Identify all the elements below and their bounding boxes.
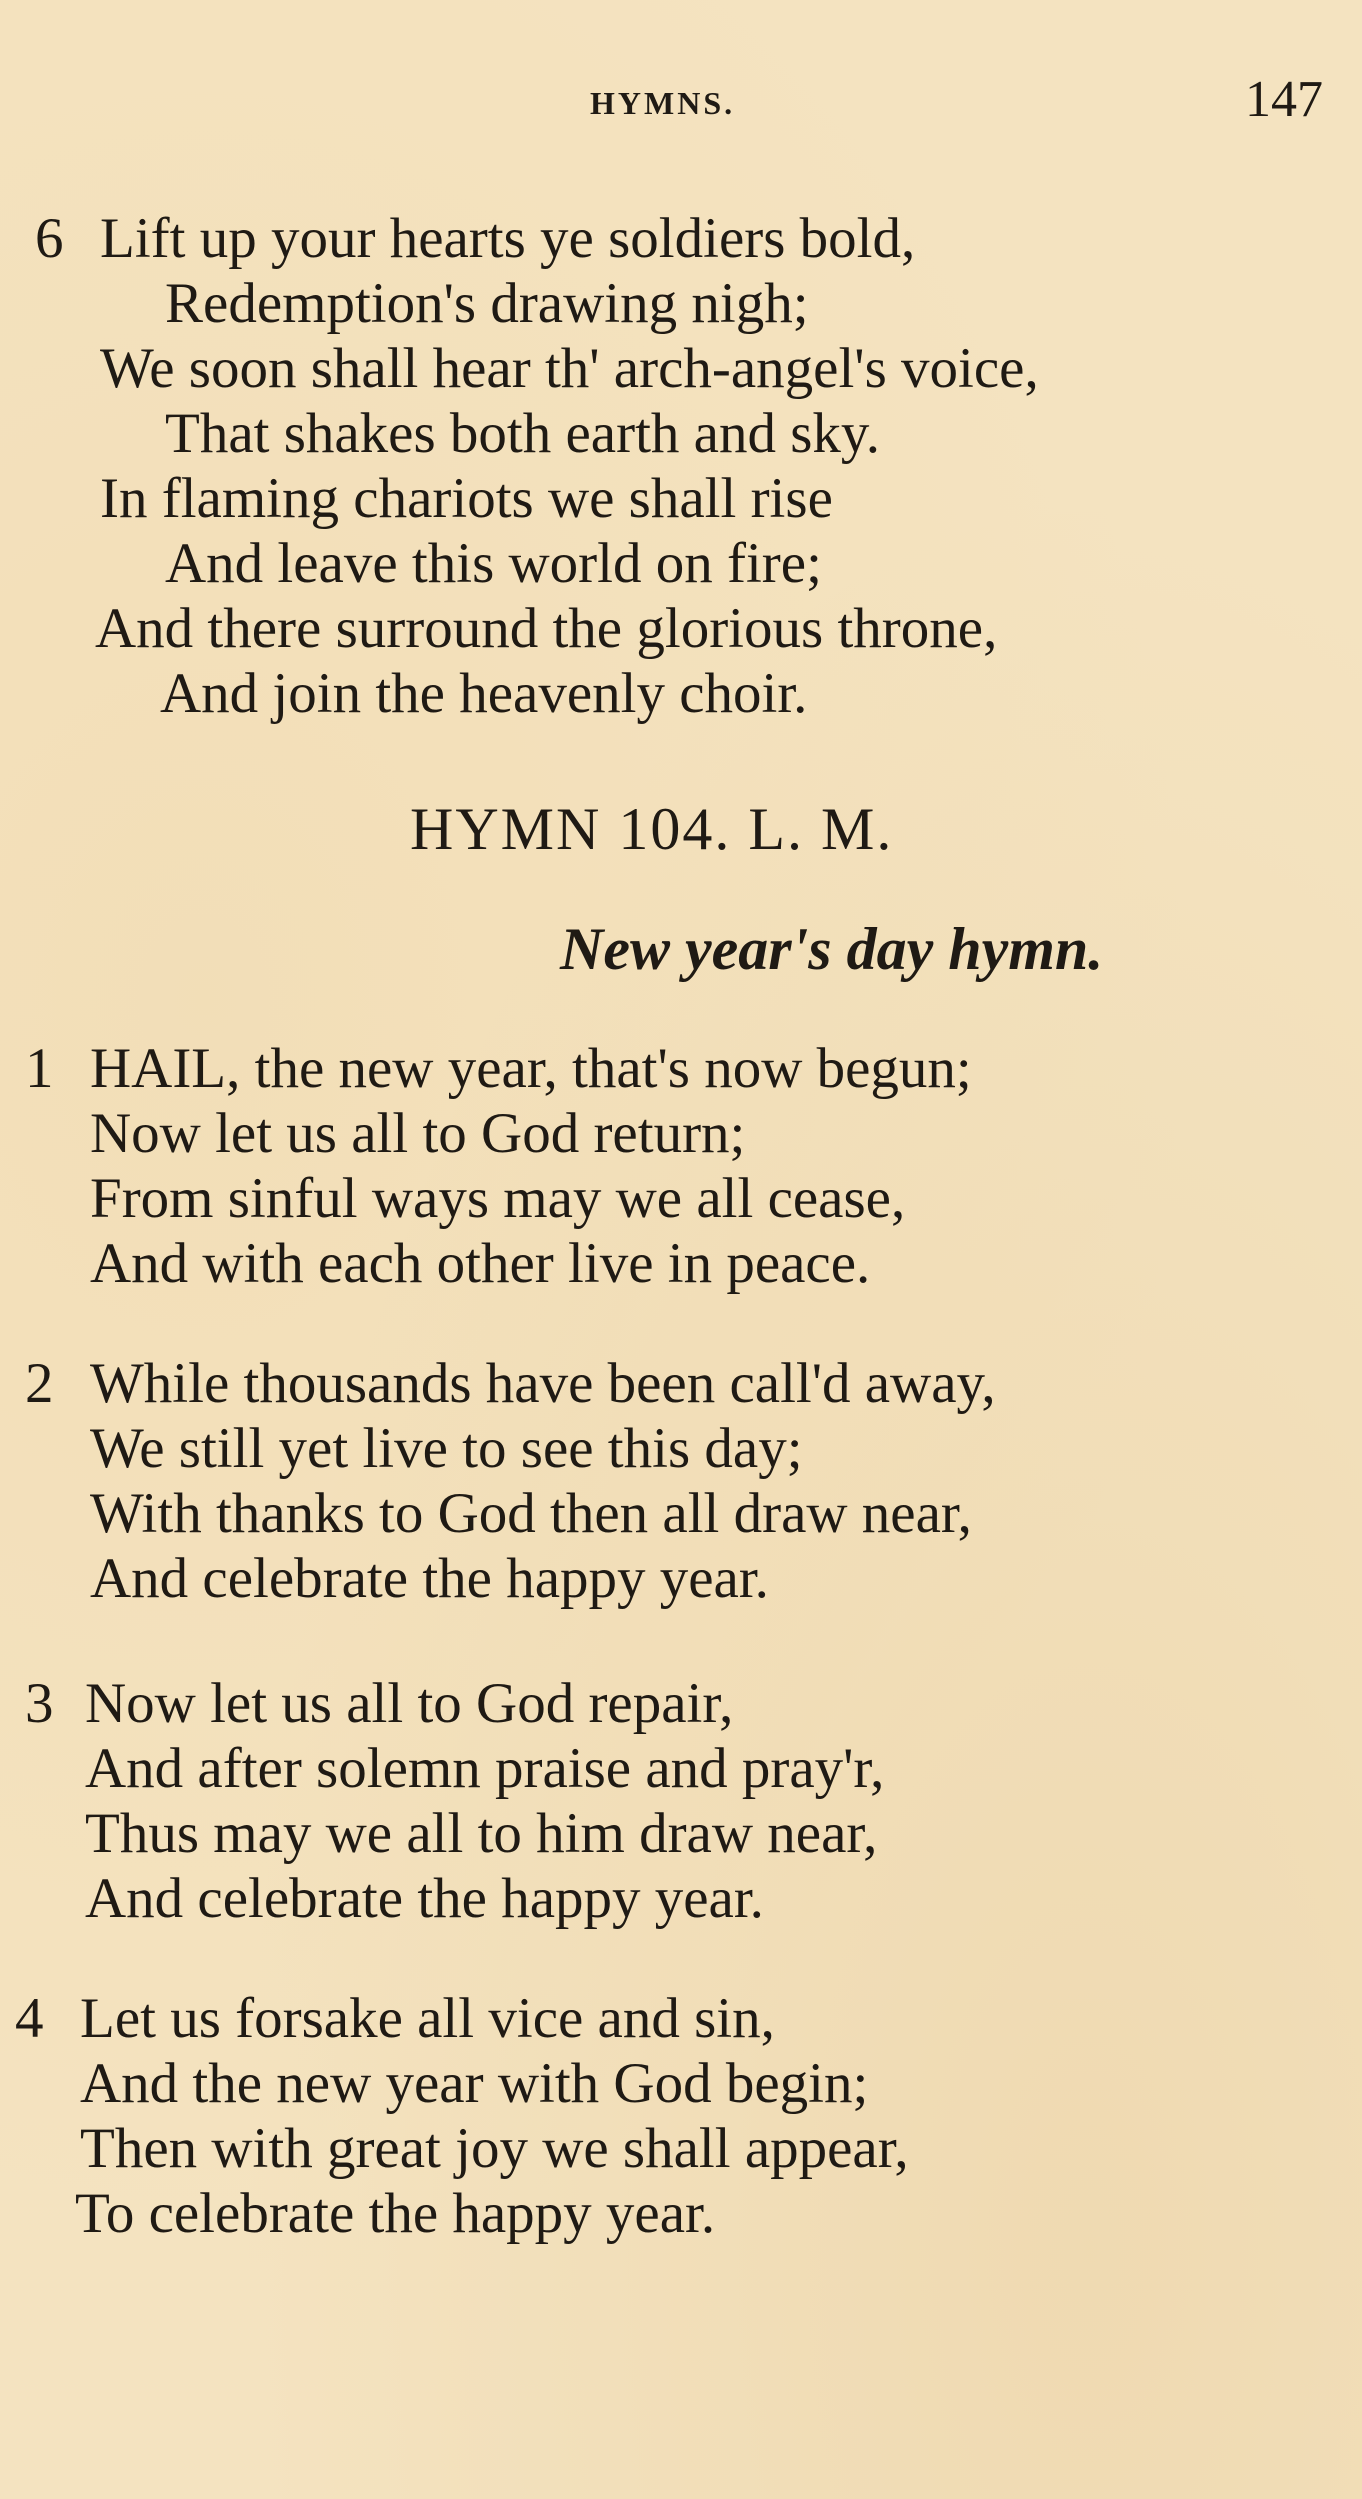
verse-line: We still yet live to see this day; xyxy=(90,1417,803,1480)
verse-line: Now let us all to God return; xyxy=(90,1102,746,1165)
verse-line: Lift up your hearts ye soldiers bold, xyxy=(100,207,916,270)
stanza-number: 6 xyxy=(35,207,64,270)
verse-line: And there surround the glorious throne, xyxy=(95,597,998,660)
hymn-heading: HYMN 104. L. M. xyxy=(410,796,894,862)
verse-line: To celebrate the happy year. xyxy=(75,2182,716,2245)
stanza-number: 4 xyxy=(15,1987,44,2050)
verse-line: While thousands have been call'd away, xyxy=(90,1352,996,1415)
running-title: HYMNS. xyxy=(590,85,736,121)
page-number: 147 xyxy=(1245,71,1323,128)
verse-line: Now let us all to God repair, xyxy=(85,1672,734,1735)
verse-line: That shakes both earth and sky. xyxy=(165,402,880,465)
verse-line: And leave this world on fire; xyxy=(165,532,822,595)
verse-line: HAIL, the new year, that's now begun; xyxy=(90,1037,972,1100)
verse-line: And the new year with God begin; xyxy=(80,2052,869,2115)
verse-line: And celebrate the happy year. xyxy=(90,1547,769,1610)
verse-line: Thus may we all to him draw near, xyxy=(85,1802,878,1865)
verse-line: In flaming chariots we shall rise xyxy=(100,467,833,530)
stanza-number: 3 xyxy=(25,1672,54,1735)
verse-line: From sinful ways may we all cease, xyxy=(90,1167,906,1230)
verse-line: Let us forsake all vice and sin, xyxy=(80,1987,775,2050)
verse-line: Then with great joy we shall appear, xyxy=(80,2117,909,2180)
verse-line: With thanks to God then all draw near, xyxy=(90,1482,972,1545)
stanza-number: 1 xyxy=(25,1037,54,1100)
verse-line: Redemption's drawing nigh; xyxy=(165,272,809,335)
hymn-subtitle: New year's day hymn. xyxy=(560,916,1104,982)
verse-line: And with each other live in peace. xyxy=(90,1232,871,1295)
verse-line: And join the heavenly choir. xyxy=(160,662,808,725)
verse-line: And after solemn praise and pray'r, xyxy=(85,1737,885,1800)
verse-line: And celebrate the happy year. xyxy=(85,1867,764,1930)
verse-line: We soon shall hear th' arch-angel's voice, xyxy=(100,337,1039,400)
stanza-number: 2 xyxy=(25,1352,54,1415)
